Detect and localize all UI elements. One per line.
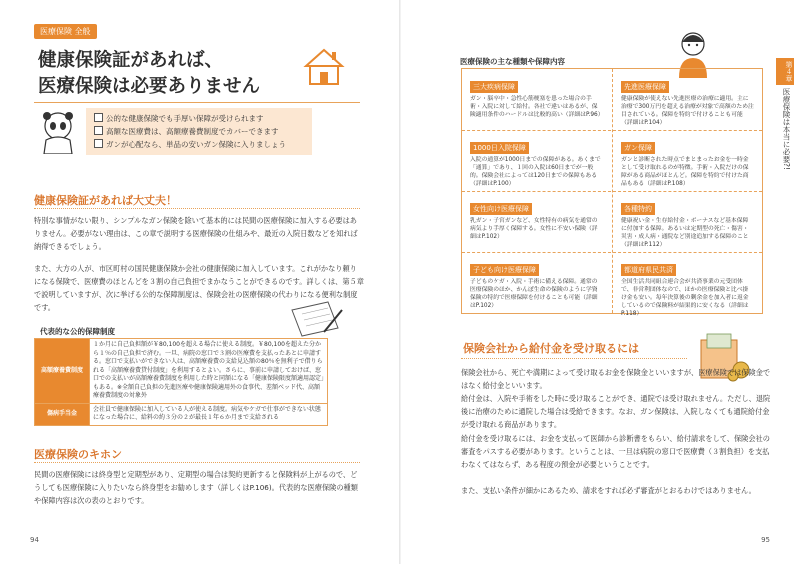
insurance-type-cell (466, 193, 607, 244)
paragraph: また、大方の人が、市区町村の国民健康保険か会社の健康保険に加入しています。これがかなり頼りになる保険で、医療費のほとんどを３割の自己負担でまかなうことができるのです。詳しくは、第５章で説明していますが、次に挙げる公的な保障制度は、保険会社の医療保険の代わりになる便利な制度です。 (34, 264, 364, 312)
public-benefit-table (34, 338, 328, 426)
insurance-type-text: 子どものケガ・入院・手術に備える保障。通常の医療保険のほか、かんぽ生命の保険のように学資保険の特約で医療保障を付けることも可能（詳細はP.102） (470, 279, 598, 309)
section-rule (461, 358, 687, 360)
chapter-tab: 第４章 (776, 58, 794, 85)
section-rule (34, 462, 360, 464)
insurance-type-label: 子ども向け医療保障 (470, 264, 539, 276)
checklist-item (94, 138, 304, 151)
table-row-header: 高額療養費制度 (35, 339, 90, 404)
checkbox-icon (94, 139, 103, 148)
page-number: 95 (761, 536, 770, 544)
checklist-item (94, 125, 304, 138)
insurance-type-cell (466, 132, 607, 191)
paragraph: 民間の医療保険には終身型と定期型があり、定期型の場合は契約更新すると保険料が上がるので、どうしても医療保険に入りたいなら終身型をお勧めします（詳しくはP.106)。代表的な医療保険の種類や保障内容は次の表のとおりです。 (34, 470, 358, 505)
section-heading-basics: 医療保険のキホン (34, 448, 122, 461)
insurance-type-text: ガンと診断された時点でまとまったお金を一時金として受け取れるのが特徴。手術・入院だけの保障がある商品がほとんど。保障を特約で付けた商品もある（詳細はP.108） (621, 157, 749, 187)
table-cell: 会社員で健康保険に加入している人が使える制度。病気やケガで仕事ができない状態になった場合に、給料の約３分の２が最長１年６か月まで支給される (90, 403, 328, 425)
section-rule (34, 208, 360, 210)
table-row-header: 傷病手当金 (35, 403, 90, 425)
table-row (35, 403, 328, 425)
category-tag: 医療保険 全般 (34, 24, 97, 39)
insurance-type-cell (617, 71, 758, 130)
checkbox-icon (94, 126, 103, 135)
page-number: 94 (30, 536, 39, 544)
checklist-box (86, 108, 312, 155)
insurance-type-cell (617, 132, 758, 191)
left-page (0, 0, 399, 564)
insurance-type-cell (466, 71, 607, 122)
page-title (38, 48, 298, 100)
title-rule (34, 102, 360, 103)
paragraph: 特別な事情がない限り、シンプルなガン保険を除いて基本的には民間の医療保険に加入する必要はありません。必要がない理由は、この章で説明する医療保険の仕組みや、最近の入院日数などを知れば納得できるでしょう。 (34, 216, 358, 251)
notebook-pen-illustration (288, 298, 344, 338)
insurance-type-text: 健康保険が使えない先進医療の治療に適用。主に治療で300万円を超える治療が対象で高額のため注目されている。保障を特約で付けることも可能（詳細はP.104） (621, 96, 754, 126)
insurance-type-label: 都道府県民共済 (621, 264, 676, 276)
checklist-text: 高額な医療費は、高額療養費制度でカバーできます (106, 127, 279, 136)
title-line-1: 健康保険証があれば、 (38, 50, 224, 71)
insurance-type-cell (466, 254, 607, 313)
chapter-side-title: 医療保険は本当に必要?! (782, 88, 791, 170)
grid-title: 医療保険の主な種類や保障内容 (460, 57, 565, 66)
checklist-text: ガンが心配なら、単品の安いガン保険に入りましょう (106, 140, 286, 149)
insurance-type-text: ガン・脳卒中・急性心筋梗塞を患った場合の手術・入院に対して給付。各社で違いはあるが、保険適用条件のハードルは比較的高い（詳細はP.96） (470, 96, 604, 118)
checklist-text: 公的な健康保険でも手厚い保障が受けられます (106, 114, 264, 123)
insurance-type-label: 三大疾病保障 (470, 81, 518, 93)
table-cell: １か月に自己負担額が￥80,100を超える場合に使える制度。￥80,100を超えた分から１％の自己負担で済む。一旦、病院の窓口で３割の医療費を支払ったあとに申請する。窓口で支払いができない人は、高額療養費の支給見込額の80％を無利子で借りられる「高額療養費貸付制度」を利用するとよい。さらに、事前に申請しておけば、窓口での支払いが高額療養費制度を利用した時と同額になる「健康保険限度額適用認定」もある。※全額自己負担の先進医療や健康保険適用外の食事代、差額ベッド代、高額療養費制度の対象外 (90, 339, 328, 404)
paragraph: 給付金を受け取るには、お金を支払って医師から診断書をもらい、給付請求をして、保険会社の審査をパスする必要があります。ということは、一旦は病院の窓口で医療費（３割負担）を支払わなくてはならず、ある程度の預金が必要ということです。 (461, 434, 770, 469)
house-illustration (300, 44, 348, 88)
insurance-type-label: ガン保障 (621, 142, 655, 154)
section-heading-benefits: 保険会社から給付金を受け取るには (463, 342, 639, 355)
insurance-type-text: 健康祝い金・生存給付金・ボーナスなど基本保障に付加する保障。あるいは定期型の死亡・傷害・災害・成人病・通院など別途追加する保障のこと（詳細はP.112） (621, 218, 749, 248)
insurance-type-label: 女性向け医療保障 (470, 203, 532, 215)
insurance-type-cell (617, 254, 758, 321)
insurance-type-text: 入院の通算が1000日までの保障がある。あくまで「通算」であり、１回の入院は60日までが一般的。保険会社によっては120日までの保障もある（詳細はP.100） (470, 157, 601, 187)
paragraph: 保険会社から、死亡や満期によって受け取るお金を保険金といいますが、医療保険では保険金ではなく給付金といいます。 (461, 368, 771, 390)
insurance-type-text: 全国生活共同組合連合会が共済事業の元受団体で、非営利団体なので、ほかの医療保険と比べ掛け金も安い。毎年決算後の剰余金を加入者に返金しているので保険料が結果的に安くなる（詳細はP.118） (621, 279, 749, 317)
insurance-types-grid (461, 68, 763, 317)
title-line-2: 医療保険は必要ありません (38, 76, 261, 97)
insurance-type-label: 1000日入院保障 (470, 142, 529, 154)
insurance-type-label: 各種特約 (621, 203, 655, 215)
table-title: 代表的な公的保障制度 (40, 327, 115, 336)
paragraph: 給付金は、入院や手術をした時に受け取ることができ、通院では受け取れません。ただし、退院後に治療のために通院した場合は受給できます。なお、ガン保険は、入院しなくても通院給付金が受け取れる商品があります。 (461, 394, 771, 429)
paragraph: また、支払い条件が細かにあるため、請求をすれば必ず審査がとおるわけではありません。 (461, 486, 756, 495)
checklist-item (94, 112, 304, 125)
insurance-type-text: 乳ガン・子宮ガンなど、女性特有の病気を通常の病気より手厚く保障する。女性に不安い保険（詳細はP.102） (470, 218, 598, 240)
table-row (35, 339, 328, 404)
insurance-type-cell (617, 193, 758, 252)
checkbox-icon (94, 113, 103, 122)
section-heading-insurance-card: 健康保険証があれば大丈夫！ (34, 194, 177, 207)
right-page (401, 0, 800, 564)
insurance-type-label: 先進医療保障 (621, 81, 669, 93)
panda-doctor-illustration (34, 108, 82, 154)
